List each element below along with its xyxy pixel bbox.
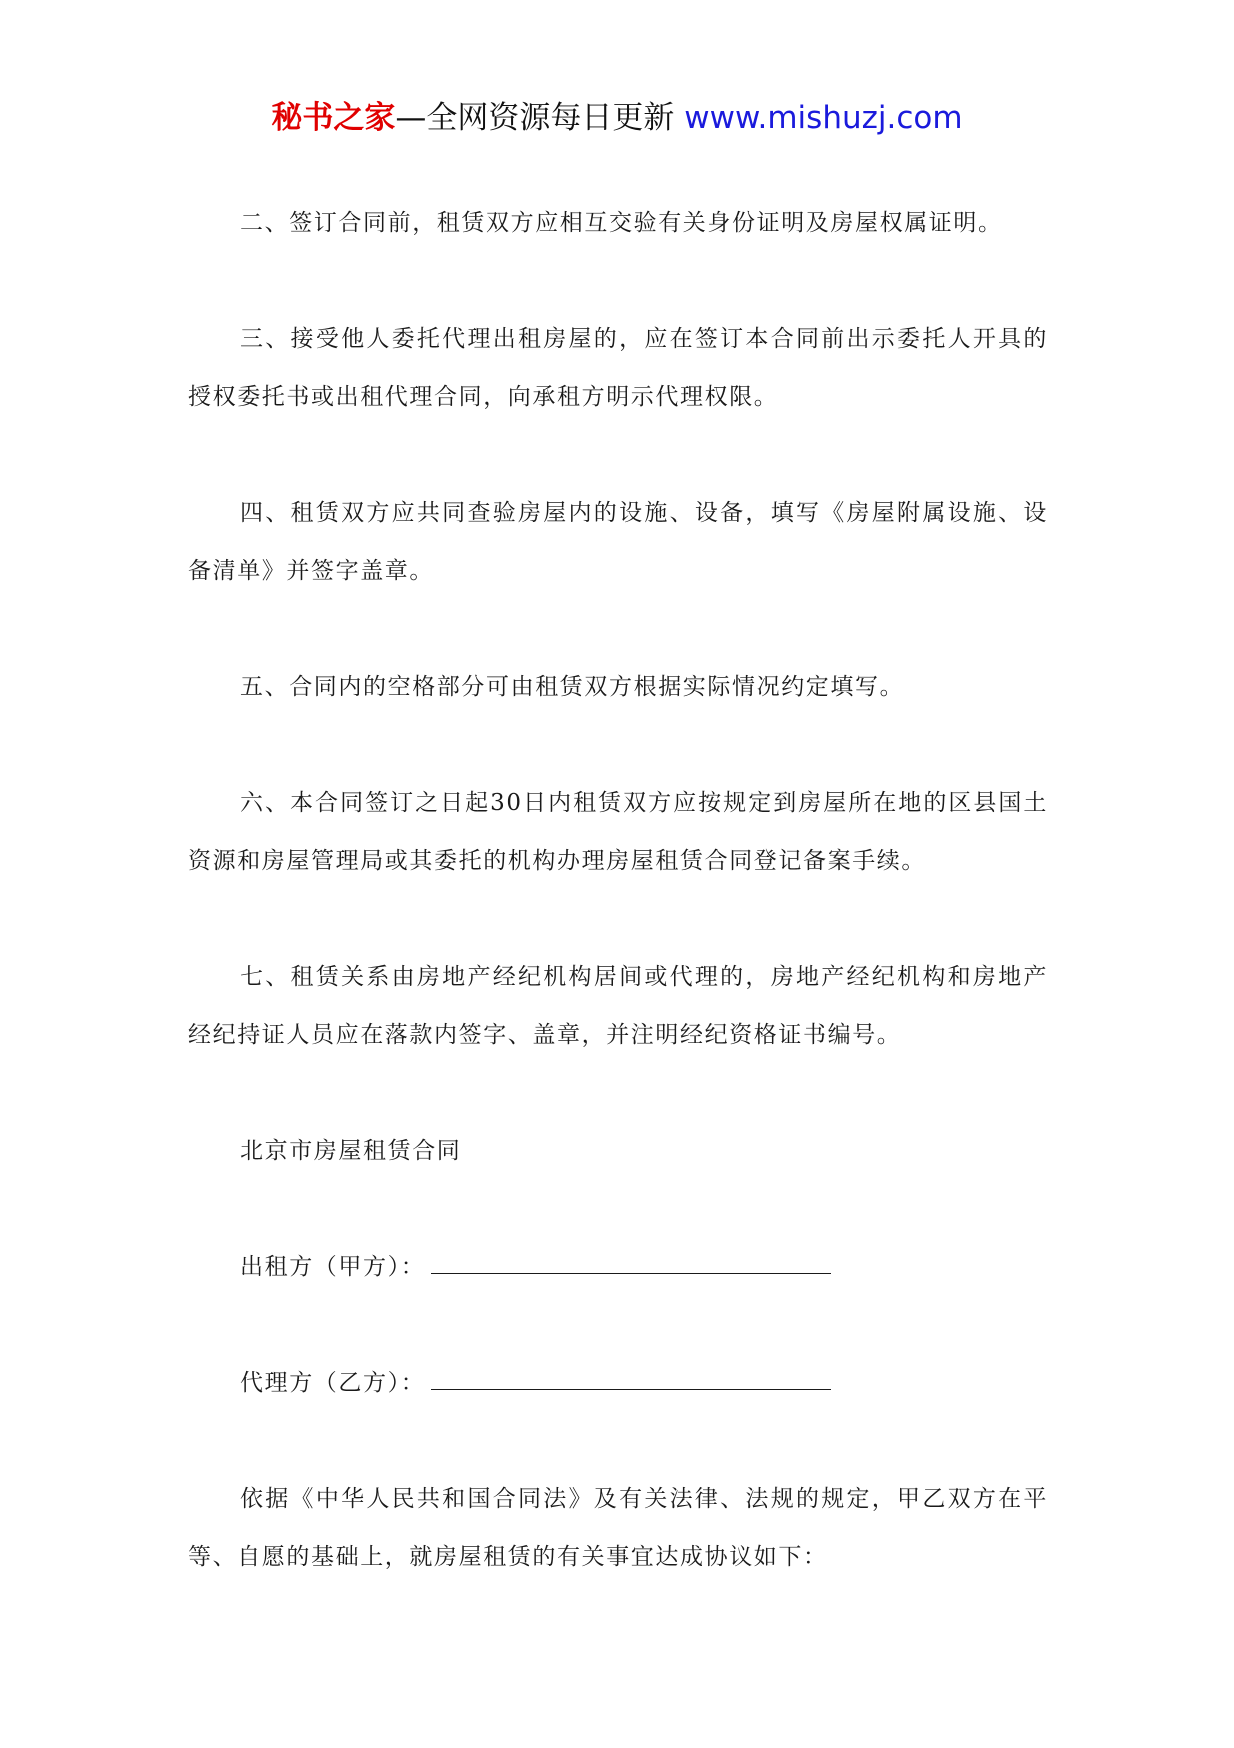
clause-4-text: 四、租赁双方应共同查验房屋内的设施、设备，填写《房屋附属设施、设备清单》并签字盖章。	[188, 500, 1048, 584]
clause-7-text: 七、租赁关系由房地产经纪机构居间或代理的，房地产经纪机构和房地产经纪持证人员应在落款内签字、盖章，并注明经纪资格证书编号。	[188, 964, 1048, 1048]
site-tagline: —全网资源每日更新	[395, 100, 685, 136]
clause-4	[188, 484, 1048, 600]
closing-text: 依据《中华人民共和国合同法》及有关法律、法规的规定，甲乙双方在平等、自愿的基础上，就房屋租赁的有关事宜达成协议如下：	[188, 1486, 1048, 1570]
clause-6-text: 六、本合同签订之日起30日内租赁双方应按规定到房屋所在地的区县国土资源和房屋管理局或其委托的机构办理房屋租赁合同登记备案手续。	[188, 790, 1048, 874]
closing-paragraph	[188, 1470, 1048, 1586]
clause-7	[188, 948, 1048, 1064]
lessor-field	[188, 1238, 1048, 1296]
agent-field	[188, 1354, 1048, 1412]
lessor-label: 出租方（甲方）：	[240, 1254, 426, 1280]
clause-6	[188, 774, 1048, 890]
agent-blank-line[interactable]	[431, 1367, 831, 1390]
site-url-link[interactable]: www.mishuzj.com	[684, 100, 963, 136]
clause-2-text: 二、签订合同前，租赁双方应相互交验有关身份证明及房屋权属证明。	[240, 210, 1003, 236]
agent-label: 代理方（乙方）：	[240, 1370, 426, 1396]
clause-5-text: 五、合同内的空格部分可由租赁双方根据实际情况约定填写。	[240, 674, 905, 700]
lessor-blank-line[interactable]	[431, 1251, 831, 1274]
clause-3	[188, 310, 1048, 426]
contract-title-text: 北京市房屋租赁合同	[240, 1138, 462, 1164]
site-header	[0, 96, 1234, 140]
clause-5	[188, 658, 1048, 716]
site-brand: 秘书之家	[271, 100, 396, 136]
clause-2	[188, 194, 1048, 252]
clause-3-text: 三、接受他人委托代理出租房屋的，应在签订本合同前出示委托人开具的授权委托书或出租代理合同，向承租方明示代理权限。	[188, 326, 1048, 410]
contract-title	[188, 1122, 1048, 1180]
